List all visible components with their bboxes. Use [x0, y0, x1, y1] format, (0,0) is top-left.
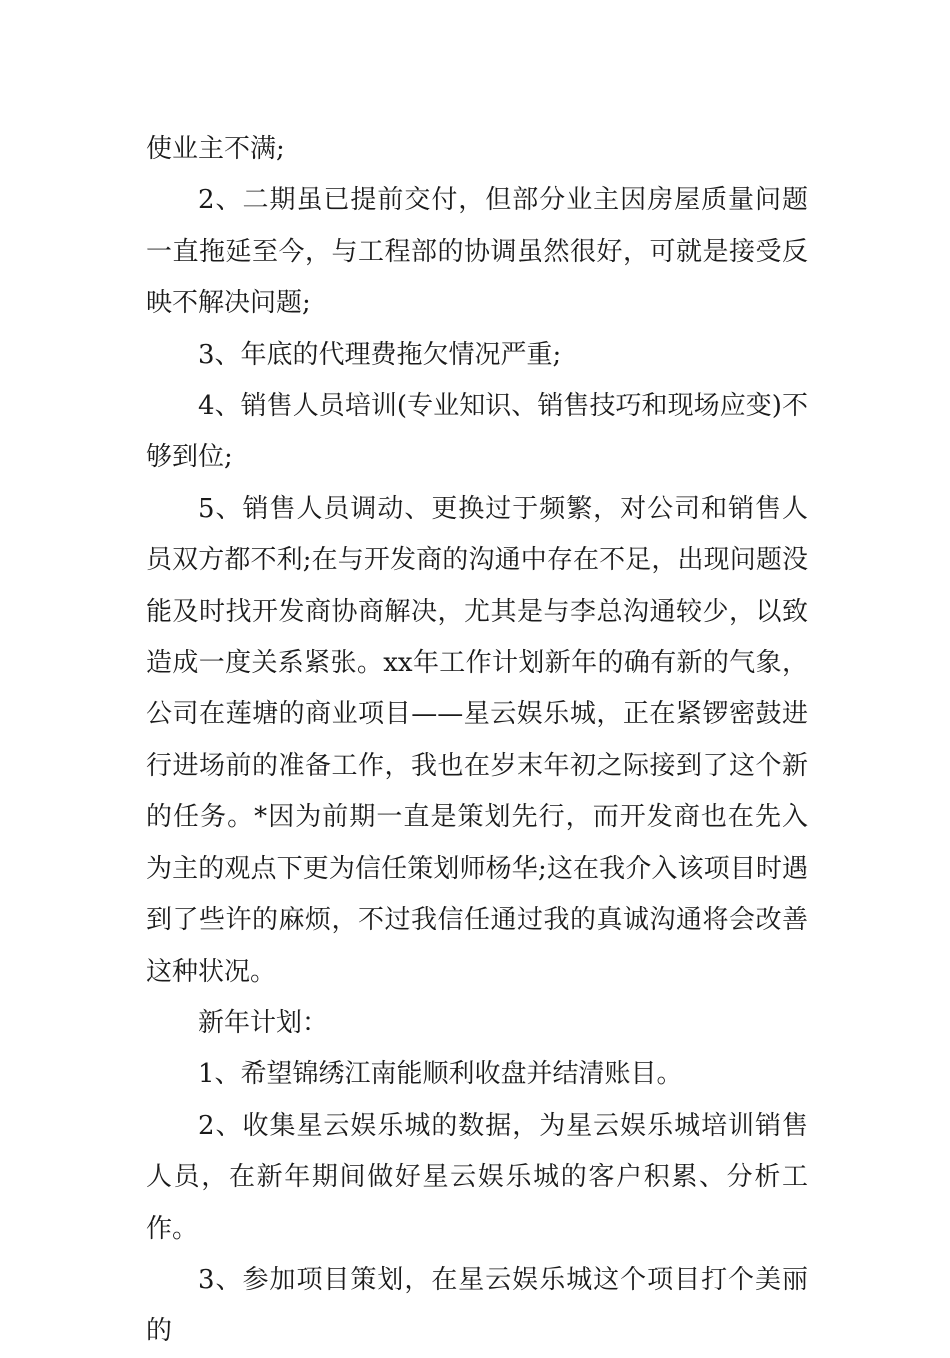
plan-item-3: 3、参加项目策划，在星云娱乐城这个项目打个美丽的	[146, 1264, 808, 1347]
paragraph-item-5: 5、销售人员调动、更换过于频繁，对公司和销售人员双方都不利;在与开发商的沟通中存在不足，出现问题没能及时找开发商协商解决，尤其是与李总沟通较少，以致造成一度关系紧张。xx年工作计划新年的确有新的气象，公司在莲塘的商业项目——星云娱乐城，正在紧锣密鼓进行进场前的准备工作，我也在岁末年初之际接到了这个新的任务。*因为前期一直是策划先行，而开发商也在先入为主的观点下更为信任策划师杨华;这在我介入该项目时遇到了些许的麻烦，不过我信任通过我的真诚沟通将会改善这种状况。	[146, 493, 808, 987]
paragraph-item-2: 2、二期虽已提前交付，但部分业主因房屋质量问题一直拖延至今，与工程部的协调虽然很好，可就是接受反映不解决问题;	[146, 185, 808, 319]
section-heading-new-year-plan: 新年计划：	[198, 1007, 329, 1038]
paragraph-item-3: 3、年底的代理费拖欠情况严重;	[198, 339, 562, 370]
plan-item-1: 1、希望锦绣江南能顺利收盘并结清账目。	[198, 1059, 683, 1090]
document-body	[146, 124, 808, 1358]
paragraph-continuation: 使业主不满;	[146, 134, 285, 164]
paragraph-item-4: 4、销售人员培训(专业知识、销售技巧和现场应变)不够到位;	[146, 391, 808, 473]
plan-item-2: 2、收集星云娱乐城的数据，为星云娱乐城培训销售人员，在新年期间做好星云娱乐城的客户积累、分析工作。	[146, 1110, 808, 1244]
